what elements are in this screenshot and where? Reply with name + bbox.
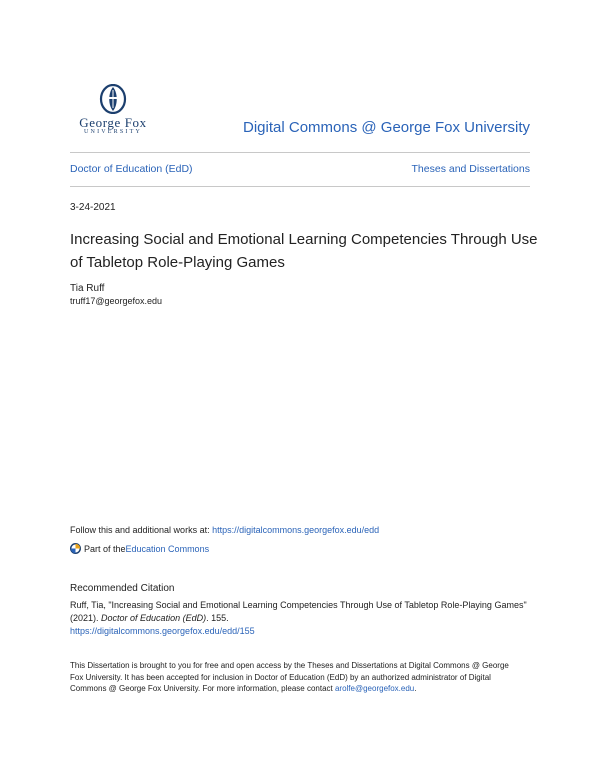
part-of-prefix: Part of the: [84, 543, 126, 554]
publication-date: 3-24-2021: [70, 202, 116, 213]
access-notice: [70, 660, 520, 695]
logo-name: George Fox: [79, 115, 147, 130]
repository-title-link[interactable]: Digital Commons @ George Fox University: [243, 119, 530, 136]
university-logo: [70, 84, 156, 142]
follow-url-link[interactable]: https://digitalcommons.georgefox.edu/edd: [212, 525, 380, 535]
notice-end: .: [414, 684, 417, 693]
fox-lantern-logo-icon: [98, 84, 128, 114]
citation-heading: Recommended Citation: [70, 583, 175, 594]
series-link-edd[interactable]: Doctor of Education (EdD): [70, 163, 193, 175]
citation-body: Ruff, Tia, "Increasing Social and Emotional Learning Competencies Through Use of Tabletop Role-Playing Games" (2021).: [70, 600, 527, 623]
series-link-theses[interactable]: Theses and Dissertations: [411, 163, 530, 175]
citation-number: . 155.: [206, 613, 229, 623]
commons-network-icon: [70, 543, 81, 554]
follow-line: [70, 525, 379, 535]
author-name: Tia Ruff: [70, 283, 105, 294]
follow-prefix: Follow this and additional works at:: [70, 525, 213, 535]
notice-text: This Dissertation is brought to you for free and open access by the Theses and Dissertations at Digital Commons @ George Fox University. It has been accepted for inclusion in Doctor of Education (EdD) by an authorized administrator of Digital Commons @ George Fox University. For more information, please contact: [70, 661, 509, 693]
education-commons-link[interactable]: Education Commons: [125, 543, 210, 554]
author-email: truff17@georgefox.edu: [70, 296, 163, 306]
citation-url-link[interactable]: https://digitalcommons.georgefox.edu/edd/155: [70, 626, 255, 636]
contact-email-link[interactable]: arolfe@georgefox.edu: [334, 684, 415, 693]
part-of-line: [70, 543, 209, 554]
divider-top: [70, 152, 530, 153]
citation-text: [70, 599, 540, 638]
divider-bottom: [70, 186, 530, 187]
citation-journal: Doctor of Education (EdD): [101, 613, 207, 623]
document-title: Increasing Social and Emotional Learning Competencies Through Use of Tabletop Role-Playing Games: [70, 231, 538, 271]
logo-subtitle: UNIVERSITY: [84, 129, 142, 135]
